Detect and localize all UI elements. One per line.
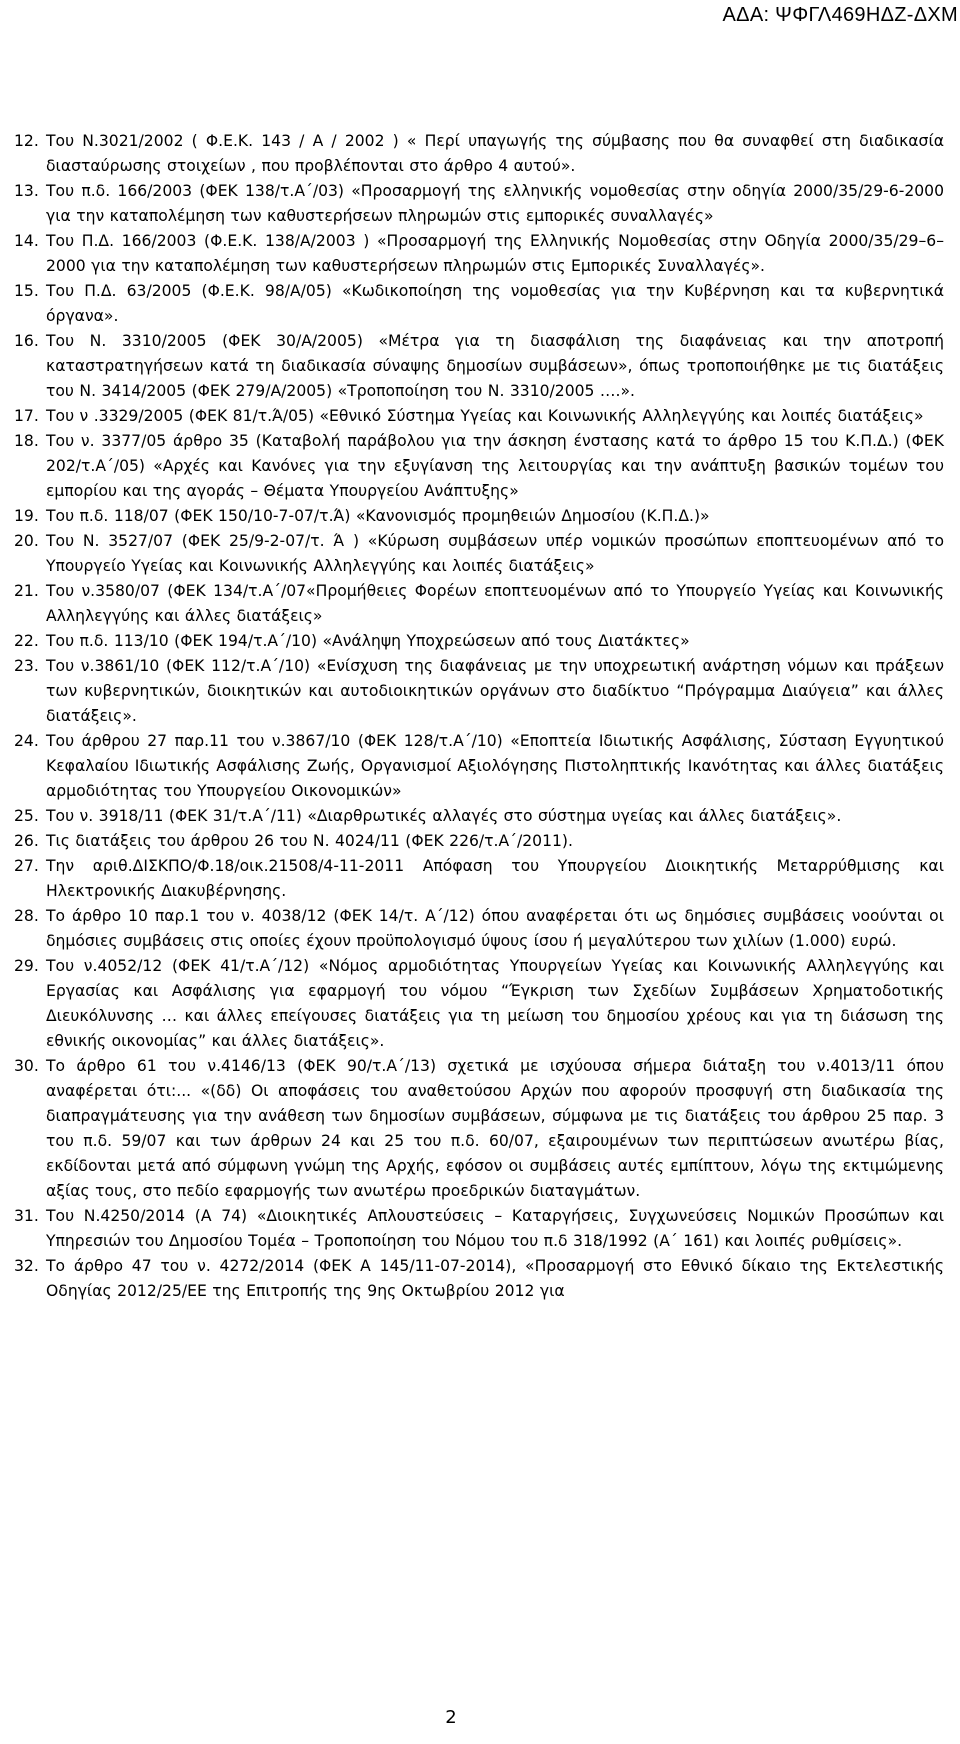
item-number: 14.	[14, 232, 39, 250]
list-item	[14, 729, 944, 804]
item-text: Του ν .3329/2005 (ΦΕΚ 81/τ.Ά/05) «Εθνικό Σύστημα Υγείας και Κοινωνικής Αλληλεγγύης και λοιπές διατάξεις»	[46, 407, 924, 425]
list-item	[14, 329, 944, 404]
item-text: Του άρθρου 27 παρ.11 του ν.3867/10 (ΦΕΚ 128/τ.Α΄/10) «Εποπτεία Ιδιωτικής Ασφάλισης, Σύσταση Εγγυητικού Κεφαλαίου Ιδιωτικής Ασφάλισης Ζωής, Οργανισμοί Αξιολόγησης Πιστοληπτικής Ικανότητας και άλλες διατάξεις αρμοδιότητας του Υπουργείου Οικονομικών»	[46, 732, 944, 800]
item-number: 32.	[14, 1257, 39, 1275]
item-text: Του ν.3580/07 (ΦΕΚ 134/τ.Α΄/07«Προμήθειες Φορέων εποπτευομένων από το Υπουργείο Υγείας και Κοινωνικής Αλληλεγγύης και άλλες διατάξεις»	[46, 582, 944, 625]
item-text: Του Ν.4250/2014 (Α 74) «Διοικητικές Απλουστεύσεις – Καταργήσεις, Συγχωνεύσεις Νομικών Προσώπων και Υπηρεσιών του Δημοσίου Τομέα – Τροποποίηση του Νόμου του π.δ 318/1992 (Α΄ 161) και λοιπές ρυθμίσεις».	[46, 1207, 944, 1250]
item-text: Του Π.Δ. 63/2005 (Φ.Ε.Κ. 98/Α/05) «Κωδικοποίηση της νομοθεσίας για την Κυβέρνηση και τα κυβερνητικά όργανα».	[46, 282, 944, 325]
item-text: Του ν.3861/10 (ΦΕΚ 112/τ.Α΄/10) «Ενίσχυση της διαφάνειας με την υποχρεωτική ανάρτηση νόμων και πράξεων των κυβερνητικών, διοικητικών και αυτοδιοικητικών οργάνων στο διαδίκτυο “Πρόγραμμα Διαύγεια” και άλλες διατάξεις».	[46, 657, 944, 725]
item-text: Του π.δ. 166/2003 (ΦΕΚ 138/τ.Α΄/03) «Προσαρμογή της ελληνικής νομοθεσίας στην οδηγία 2000/35/29-6-2000 για την καταπολέμηση των καθυστερήσεων πληρωμών στις εμπορικές συναλλαγές»	[46, 182, 944, 225]
list-item	[14, 829, 944, 854]
item-text: Το άρθρο 47 του ν. 4272/2014 (ΦΕΚ Α 145/11-07-2014), «Προσαρμογή στο Εθνικό δίκαιο της Εκτελεστικής Οδηγίας 2012/25/ΕΕ της Επιτροπής της 9ης Οκτωβρίου 2012 για	[46, 1257, 944, 1300]
item-number: 13.	[14, 182, 39, 200]
item-number: 26.	[14, 832, 39, 850]
item-text: Του ν. 3918/11 (ΦΕΚ 31/τ.Α΄/11) «Διαρθρωτικές αλλαγές στο σύστημα υγείας και άλλες διατάξεις».	[46, 807, 842, 825]
list-item	[14, 229, 944, 279]
list-item	[14, 429, 944, 504]
ada-code: ΑΔΑ: ΨΦΓΛ469ΗΔΖ-ΔΧΜ	[722, 4, 958, 26]
item-number: 19.	[14, 507, 39, 525]
item-text: Του Ν. 3527/07 (ΦΕΚ 25/9-2-07/τ. Ά ) «Κύρωση συμβάσεων υπέρ νομικών προσώπων εποπτευομένων από το Υπουργείο Υγείας και Κοινωνικής Αλληλεγγύης και λοιπές διατάξεις»	[46, 532, 944, 575]
list-item	[14, 129, 944, 179]
item-number: 31.	[14, 1207, 39, 1225]
item-number: 30.	[14, 1057, 39, 1075]
list-item	[14, 1054, 944, 1204]
item-text: Του ν.4052/12 (ΦΕΚ 41/τ.Α΄/12) «Νόμος αρμοδιότητας Υπουργείων Υγείας και Κοινωνικής Αλληλεγγύης και Εργασίας και Ασφάλισης για εφαρμογή του νόμου “Έγκριση των Σχεδίων Συμβάσεων Χρηματοδοτικής Διευκόλυνσης … και άλλες επείγουσες διατάξεις για τη μείωση του δημοσίου χρέους και για τη διάσωση της εθνικής οικονομίας” και άλλες διατάξεις».	[46, 957, 944, 1050]
item-number: 20.	[14, 532, 39, 550]
legal-references-list	[14, 129, 944, 1304]
item-text: Του π.δ. 113/10 (ΦΕΚ 194/τ.Α΄/10) «Ανάληψη Υποχρεώσεων από τους Διατάκτες»	[46, 632, 690, 650]
list-item	[14, 854, 944, 904]
item-text: Το άρθρο 10 παρ.1 του ν. 4038/12 (ΦΕΚ 14/τ. Α΄/12) όπου αναφέρεται ότι ως δημόσιες συμβάσεις νοούνται οι δημόσιες συμβάσεις στις οποίες έχουν προϋπολογισμό ύψους ίσου ή μεγαλύτερου των χιλίων (1.000) ευρώ.	[46, 907, 944, 950]
list-item	[14, 1254, 944, 1304]
list-item	[14, 629, 944, 654]
list-item	[14, 404, 944, 429]
list-item	[14, 504, 944, 529]
item-text: Του Ν. 3310/2005 (ΦΕΚ 30/Α/2005) «Μέτρα για τη διασφάλιση της διαφάνειας και την αποτροπή καταστρατηγήσεων κατά τη διαδικασία σύναψης δημοσίων συμβάσεων», όπως τροποποιήθηκε με τις διατάξεις του Ν. 3414/2005 (ΦΕΚ 279/Α/2005) «Τροποποίηση του Ν. 3310/2005 ….».	[46, 332, 944, 400]
list-item	[14, 579, 944, 629]
list-item	[14, 279, 944, 329]
item-text: Του ν. 3377/05 άρθρο 35 (Καταβολή παράβολου για την άσκηση ένστασης κατά το άρθρο 15 του Κ.Π.Δ.) (ΦΕΚ 202/τ.Α΄/05) «Αρχές και Κανόνες για την εξυγίανση της λειτουργίας και την ανάπτυξη βασικών τομέων του εμπορίου και της αγοράς – Θέματα Υπουργείου Ανάπτυξης»	[46, 432, 944, 500]
item-text: Το άρθρο 61 του ν.4146/13 (ΦΕΚ 90/τ.Α΄/13) σχετικά με ισχύουσα σήμερα διάταξη του ν.4013/11 όπου αναφέρεται ότι:... «(δδ) Οι αποφάσεις του αναθετούσου Αρχών που αφορούν προσφυγή στη διαδικασία της διαπραγμάτευσης για την ανάθεση των δημοσίων συμβάσεων, σύμφωνα με τις διατάξεις του άρθρου 25 παρ. 3 του π.δ. 59/07 και των άρθρων 24 και 25 του π.δ. 60/07, εξαιρουμένων των περιπτώσεων ανωτέρω βίας, εκδίδονται μετά από σύμφωνη γνώμη της Αρχής, εφόσον οι συμβάσεις αυτές εμπίπτουν, λόγω της εκτιμώμενης αξίας τους, στο πεδίο εφαρμογής των ανωτέρω προεδρικών διαταγμάτων.	[46, 1057, 944, 1200]
item-number: 22.	[14, 632, 39, 650]
list-item	[14, 1204, 944, 1254]
list-item	[14, 954, 944, 1054]
item-number: 21.	[14, 582, 39, 600]
item-number: 18.	[14, 432, 39, 450]
list-item	[14, 529, 944, 579]
item-number: 25.	[14, 807, 39, 825]
item-text: Του π.δ. 118/07 (ΦΕΚ 150/10-7-07/τ.Ά) «Κανονισμός προμηθειών Δημοσίου (Κ.Π.Δ.)»	[46, 507, 710, 525]
item-number: 28.	[14, 907, 39, 925]
item-number: 29.	[14, 957, 39, 975]
item-text: Του Π.Δ. 166/2003 (Φ.Ε.Κ. 138/Α/2003 ) «Προσαρμογή της Ελληνικής Νομοθεσίας στην Οδηγία 2000/35/29–6–2000 για την καταπολέμηση των καθυστερήσεων πληρωμών στις Εμπορικές Συναλλαγές».	[46, 232, 944, 275]
item-text: Του Ν.3021/2002 ( Φ.Ε.Κ. 143 / Α / 2002 ) « Περί υπαγωγής της σύμβασης που θα συναφθεί στη διαδικασία διασταύρωσης στοιχείων , που προβλέπονται στο άρθρο 4 αυτού».	[46, 132, 944, 175]
item-number: 23.	[14, 657, 39, 675]
item-number: 27.	[14, 857, 39, 875]
list-item	[14, 804, 944, 829]
item-number: 15.	[14, 282, 39, 300]
list-item	[14, 904, 944, 954]
item-number: 24.	[14, 732, 39, 750]
list-item	[14, 179, 944, 229]
item-number: 12.	[14, 132, 39, 150]
item-text: Τις διατάξεις του άρθρου 26 του Ν. 4024/11 (ΦΕΚ 226/τ.Α΄/2011).	[46, 832, 573, 850]
item-number: 16.	[14, 332, 39, 350]
list-item	[14, 654, 944, 729]
item-text: Την αριθ.ΔΙΣΚΠΟ/Φ.18/οικ.21508/4-11-2011 Απόφαση του Υπουργείου Διοικητικής Μεταρρύθμισης και Ηλεκτρονικής Διακυβέρνησης.	[46, 857, 944, 900]
item-number: 17.	[14, 407, 39, 425]
page-number: 2	[445, 1707, 457, 1728]
